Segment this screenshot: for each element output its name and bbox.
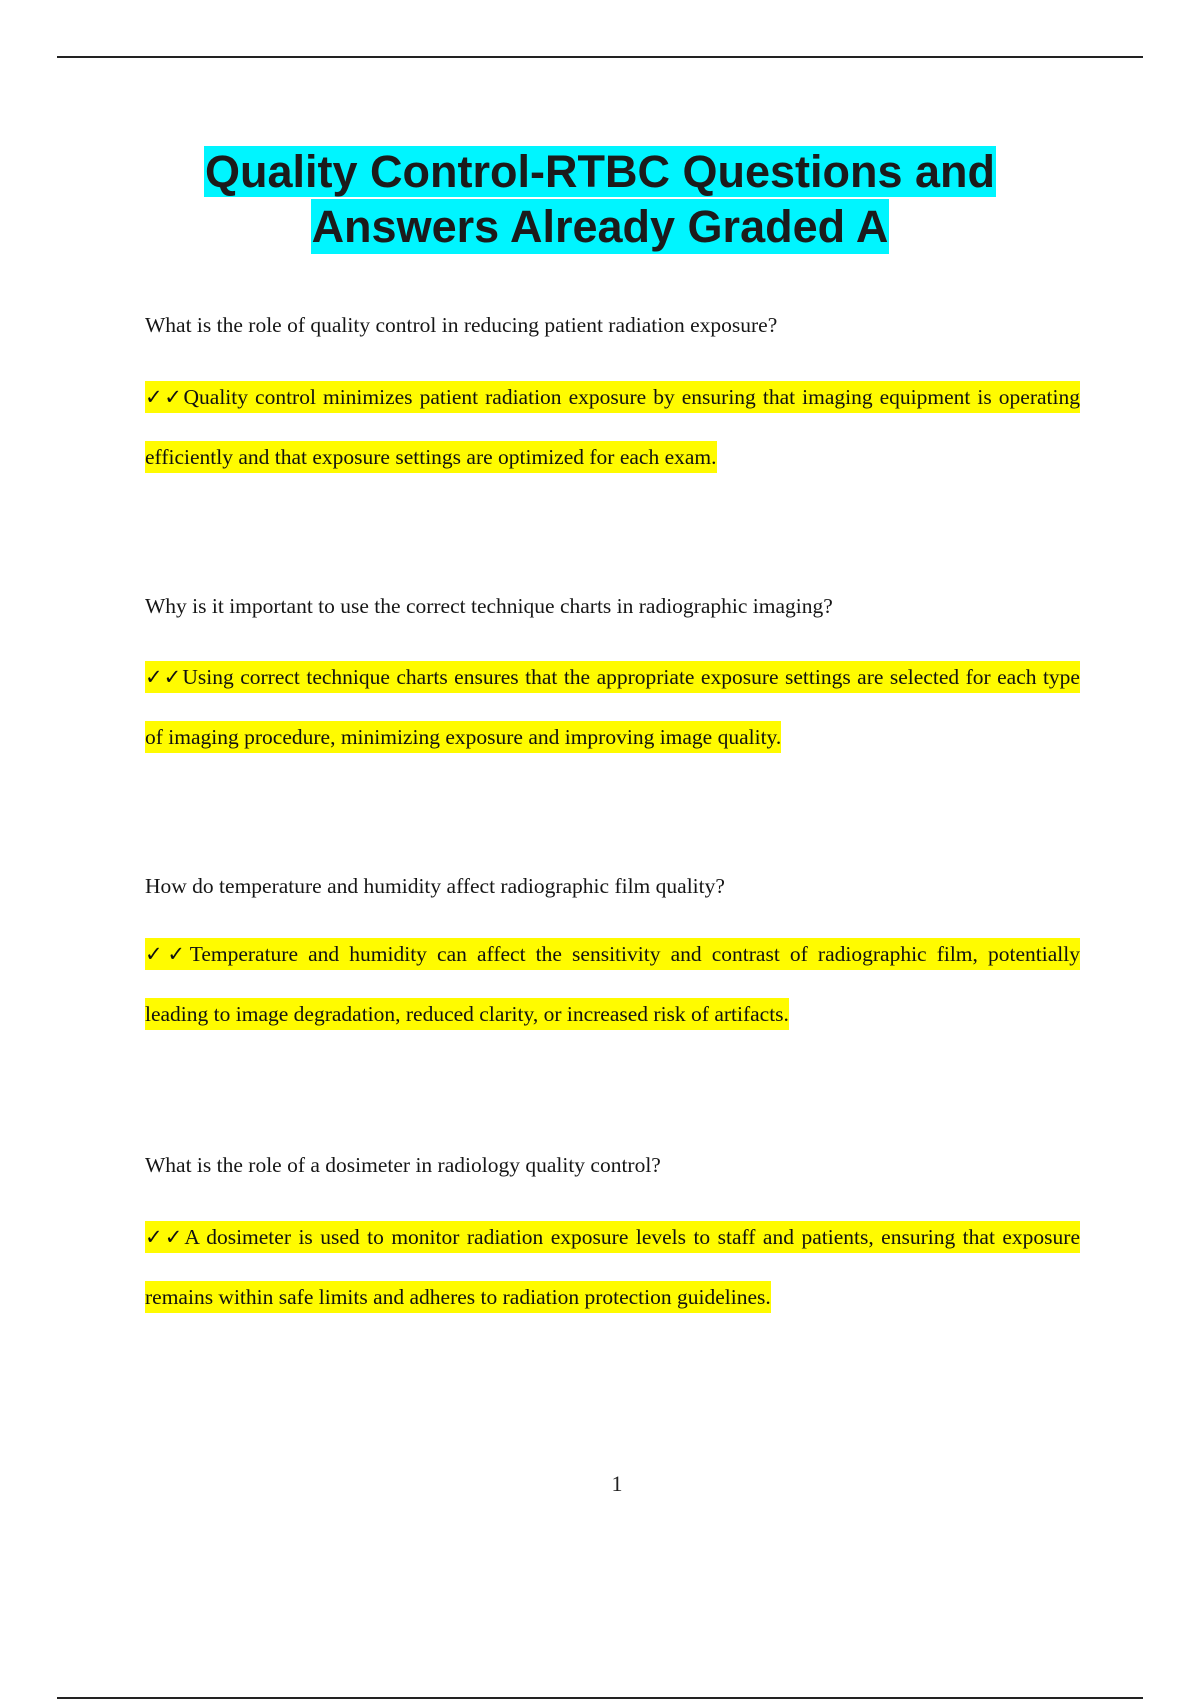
document-title [0,144,1200,254]
answer-text: Temperature and humidity can affect the sensitivity and contrast of radiographic film, potentially leading to image degradation, reduced clarity, or increased risk of artifacts. [145,942,1080,1026]
check-mark-icon: ✓✓ [145,942,190,966]
qa-item [145,1150,1080,1327]
bottom-rule [57,1697,1143,1699]
qa-item [145,871,1080,1044]
question-text: What is the role of a dosimeter in radiology quality control? [145,1153,661,1177]
answer-highlight [145,661,1080,753]
page-number: 1 [611,1471,623,1496]
answer-highlight [145,381,1080,473]
answer-highlight [145,1221,1080,1313]
check-mark-icon: ✓✓ [145,385,184,409]
top-rule [57,56,1143,58]
answer-highlight [145,938,1080,1030]
question-text: Why is it important to use the correct technique charts in radiographic imaging? [145,594,833,618]
answer-block [145,647,1080,767]
answer-block [145,924,1080,1044]
answer-block [145,1207,1080,1327]
answer-text: Using correct technique charts ensures that the appropriate exposure settings are selected for each type of imaging procedure, minimizing exposure and improving image quality. [145,665,1080,749]
question-text: What is the role of quality control in reducing patient radiation exposure? [145,313,778,337]
answer-block [145,367,1080,487]
title-line-1: Quality Control-RTBC Questions and [204,146,995,197]
check-mark-icon: ✓✓ [145,665,183,689]
answer-text: Quality control minimizes patient radiation exposure by ensuring that imaging equipment is operating efficiently and that exposure settings are optimized for each exam. [145,385,1080,469]
title-line-2: Answers Already Graded A [311,201,889,252]
check-mark-icon: ✓✓ [145,1225,185,1249]
qa-item [145,310,1080,487]
qa-item [145,591,1080,767]
answer-text: A dosimeter is used to monitor radiation exposure levels to staff and patients, ensuring that exposure remains within safe limits and adheres to radiation protection guidelines. [145,1225,1080,1309]
question-text: How do temperature and humidity affect radiographic film quality? [145,874,725,898]
